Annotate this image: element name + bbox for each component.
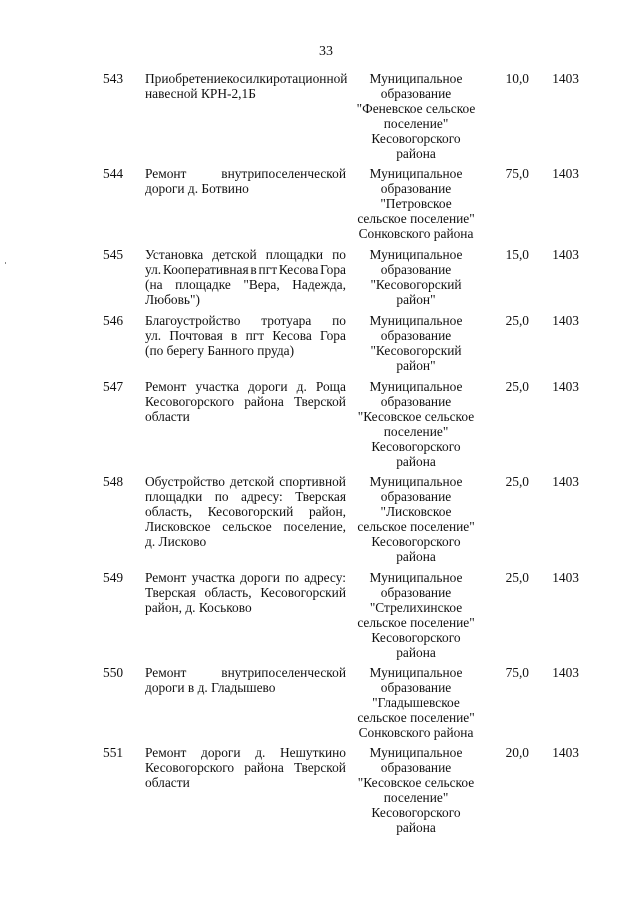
description-line: Ремонт внутрипоселенческой	[145, 166, 346, 181]
description-line: район, д. Коськово	[145, 600, 252, 615]
description-line: области	[145, 409, 190, 424]
recipient-line: образование	[380, 394, 452, 409]
row-amount: 75,0	[505, 166, 529, 181]
row-description	[145, 71, 346, 101]
row-number: 547	[103, 379, 124, 394]
recipient-line: поселение"	[383, 116, 449, 131]
recipient-line: Кесовогорского	[371, 805, 461, 820]
recipient-line: сельское поселение"	[357, 519, 475, 534]
recipient-line: образование	[380, 86, 452, 101]
row-amount: 25,0	[505, 570, 529, 585]
row-amount: 25,0	[505, 379, 529, 394]
recipient-line: Муниципальное	[369, 474, 463, 489]
row-recipient	[352, 247, 480, 307]
recipient-line: района	[396, 645, 436, 660]
description-line: Приобретение косилки ротационной	[145, 71, 348, 86]
recipient-line: образование	[380, 489, 452, 504]
row-amount: 75,0	[505, 665, 529, 680]
row-number: 548	[103, 474, 124, 489]
row-number: 543	[103, 71, 124, 86]
recipient-line: образование	[380, 262, 452, 277]
recipient-line: сельское поселение"	[357, 710, 475, 725]
row-description	[145, 570, 346, 615]
row-recipient	[352, 474, 480, 564]
recipient-line: "Петровское	[380, 196, 452, 211]
description-line: д. Лисково	[145, 534, 207, 549]
description-line: Тверская область, Кесовогорский	[145, 585, 346, 600]
description-line: Установка детской площадки по	[145, 247, 346, 262]
row-code: 1403	[552, 166, 579, 181]
row-amount: 10,0	[505, 71, 529, 86]
recipient-line: района	[396, 146, 436, 161]
recipient-line: образование	[380, 680, 452, 695]
recipient-line: район"	[396, 358, 436, 373]
row-code: 1403	[552, 665, 579, 680]
row-recipient	[352, 313, 480, 373]
row-recipient	[352, 166, 480, 241]
recipient-line: образование	[380, 585, 452, 600]
row-amount: 20,0	[505, 745, 529, 760]
recipient-line: Муниципальное	[369, 166, 463, 181]
row-code: 1403	[552, 247, 579, 262]
row-description	[145, 474, 346, 549]
recipient-line: образование	[380, 760, 452, 775]
recipient-line: сельское поселение"	[357, 211, 475, 226]
description-line: Любовь")	[145, 292, 200, 307]
row-description	[145, 313, 346, 358]
row-number: 550	[103, 665, 124, 680]
description-line: Ремонт дороги д. Нешуткино	[145, 745, 346, 760]
row-recipient	[352, 665, 480, 740]
row-description	[145, 745, 346, 790]
row-recipient	[352, 71, 480, 161]
recipient-line: "Кесовское сельское	[357, 409, 475, 424]
description-line: дороги д. Ботвино	[145, 181, 249, 196]
recipient-line: "Гладышевское	[372, 695, 460, 710]
description-line: ул. Почтовая в пгт Кесова Гора	[145, 328, 346, 343]
row-code: 1403	[552, 570, 579, 585]
recipient-line: образование	[380, 181, 452, 196]
description-line: (по берегу Банного пруда)	[145, 343, 295, 358]
row-number: 546	[103, 313, 124, 328]
description-line: Обустройство детской спортивной	[145, 474, 346, 489]
description-line: (на площадке "Вера, Надежда,	[145, 277, 346, 292]
recipient-line: Муниципальное	[369, 313, 463, 328]
row-description	[145, 379, 346, 424]
recipient-line: "Кесовогорский	[370, 277, 462, 292]
recipient-line: Кесовогорского	[371, 439, 461, 454]
description-line: дороги в д. Гладышево	[145, 680, 276, 695]
recipient-line: Кесовогорского	[371, 534, 461, 549]
recipient-line: район"	[396, 292, 436, 307]
description-line: навесной КРН-2,1Б	[145, 86, 256, 101]
recipient-line: Муниципальное	[369, 665, 463, 680]
description-line: Ремонт внутрипоселенческой	[145, 665, 346, 680]
description-line: Лисковское сельское поселение,	[145, 519, 346, 534]
row-amount: 25,0	[505, 313, 529, 328]
description-line: площадки по адресу: Тверская	[145, 489, 346, 504]
row-code: 1403	[552, 474, 579, 489]
page-number: 33	[319, 44, 333, 59]
recipient-line: "Кесовское сельское	[357, 775, 475, 790]
row-number: 545	[103, 247, 124, 262]
row-description	[145, 247, 346, 307]
recipient-line: Муниципальное	[369, 379, 463, 394]
row-number: 549	[103, 570, 124, 585]
row-number: 544	[103, 166, 124, 181]
row-amount: 25,0	[505, 474, 529, 489]
recipient-line: Муниципальное	[369, 570, 463, 585]
description-line: область, Кесовогорский район,	[145, 504, 346, 519]
description-line: Благоустройство тротуара по	[145, 313, 346, 328]
description-line: Ремонт участка дороги по адресу:	[145, 570, 346, 585]
recipient-line: "Стрелихинское	[369, 600, 463, 615]
row-amount: 15,0	[505, 247, 529, 262]
recipient-line: Кесовогорского	[371, 630, 461, 645]
recipient-line: Муниципальное	[369, 71, 463, 86]
scan-mark	[5, 262, 6, 264]
row-code: 1403	[552, 379, 579, 394]
recipient-line: "Кесовогорский	[370, 343, 462, 358]
recipient-line: района	[396, 820, 436, 835]
recipient-line: "Лисковское	[380, 504, 452, 519]
recipient-line: Муниципальное	[369, 745, 463, 760]
recipient-line: образование	[380, 328, 452, 343]
recipient-line: района	[396, 454, 436, 469]
row-recipient	[352, 745, 480, 835]
recipient-line: Сонковского района	[358, 725, 474, 740]
description-line: ул. Кооперативная в пгт Кесова Гора	[145, 262, 346, 277]
recipient-line: поселение"	[383, 790, 449, 805]
recipient-line: "Феневское сельское	[356, 101, 476, 116]
recipient-line: сельское поселение"	[357, 615, 475, 630]
row-code: 1403	[552, 313, 579, 328]
recipient-line: Сонковского района	[358, 226, 474, 241]
row-description	[145, 665, 346, 695]
recipient-line: Муниципальное	[369, 247, 463, 262]
row-number: 551	[103, 745, 124, 760]
description-line: Кесовогорского района Тверской	[145, 394, 346, 409]
recipient-line: района	[396, 549, 436, 564]
row-description	[145, 166, 346, 196]
row-recipient	[352, 570, 480, 660]
description-line: Ремонт участка дороги д. Роща	[145, 379, 346, 394]
recipient-line: Кесовогорского	[371, 131, 461, 146]
description-line: Кесовогорского района Тверской	[145, 760, 346, 775]
row-code: 1403	[552, 745, 579, 760]
row-code: 1403	[552, 71, 579, 86]
recipient-line: поселение"	[383, 424, 449, 439]
description-line: области	[145, 775, 190, 790]
row-recipient	[352, 379, 480, 469]
